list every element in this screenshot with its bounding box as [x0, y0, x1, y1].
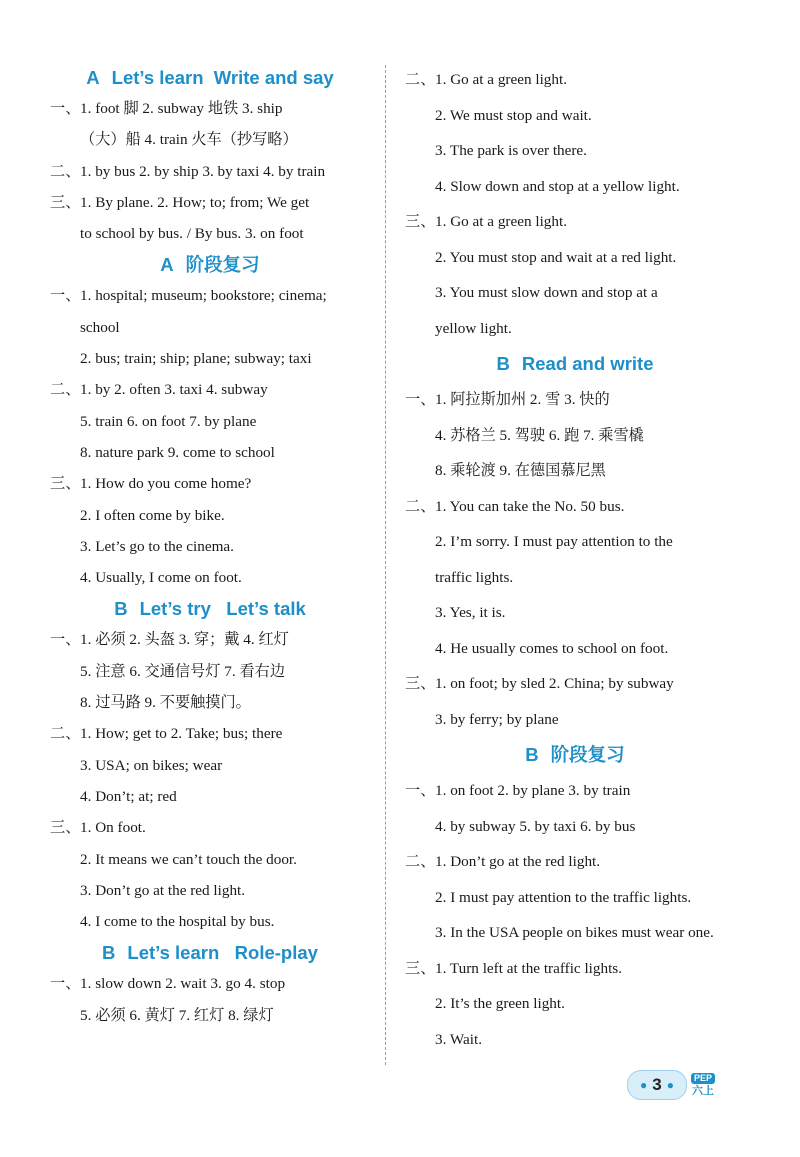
answer-text: （大）船 4. train 火车（抄写略）: [80, 131, 298, 149]
section-number: 二、: [405, 497, 436, 515]
answer-line: [50, 156, 370, 187]
answer-line: [405, 1022, 745, 1058]
answer-text: to school by bus. / By bus. 3. on foot: [80, 225, 304, 243]
answer-line: [405, 915, 745, 951]
answer-text: 3. Wait.: [435, 1030, 483, 1048]
answer-line: [405, 311, 745, 347]
answer-line: [405, 204, 745, 240]
answer-line: [50, 562, 370, 593]
answer-text: 4. Usually, I come on foot.: [80, 569, 242, 587]
section-number: 二、: [50, 725, 81, 743]
answer-line: [50, 124, 370, 155]
answer-text: 1. On foot.: [80, 819, 146, 837]
answer-line: [50, 781, 370, 812]
section-number: 三、: [405, 959, 436, 977]
section-number: 三、: [405, 675, 436, 692]
page-badge: [627, 1068, 727, 1102]
answer-line: [50, 906, 370, 937]
answer-text: 1. hospital; museum; bookstore; cinema;: [80, 287, 327, 305]
column-divider: [385, 65, 386, 1065]
answer-line: [405, 133, 745, 169]
section-number: 一、: [50, 975, 81, 993]
right-column: [405, 62, 745, 1057]
answer-text: 5. 必须 6. 黄灯 7. 红灯 8. 绿灯: [80, 1006, 274, 1024]
answer-text: 3. USA; on bikes; wear: [80, 756, 223, 774]
section-number: 一、: [50, 100, 81, 117]
edition-tag: PEP: [691, 1073, 715, 1084]
answer-text: 1. foot 脚 2. subway 地铁 3. ship: [80, 100, 283, 117]
heading-title: Let’s try Let’s talk: [139, 598, 306, 620]
left-column: [50, 62, 370, 1031]
answer-text: 1. Turn left at the traffic lights.: [435, 959, 623, 977]
edition-badge: [691, 1073, 715, 1097]
heading-title: 阶段复习: [550, 744, 625, 765]
answer-line: [405, 951, 745, 987]
answer-line: [50, 280, 370, 311]
answer-text: 8. 乘轮渡 9. 在德国慕尼黑: [435, 462, 606, 479]
answer-text: 8. 过马路 9. 不要触摸门。: [80, 694, 251, 712]
answer-text: 2. I must pay attention to the traffic lights.: [435, 888, 692, 906]
answer-line: [50, 656, 370, 687]
answer-text: 1. 必须 2. 头盔 3. 穿；戴 4. 红灯: [80, 631, 289, 649]
heading-letter: B: [525, 744, 539, 765]
page-number-pill: [627, 1070, 687, 1100]
answer-text: 5. 注意 6. 交通信号灯 7. 看右边: [80, 662, 286, 680]
answer-line: [50, 374, 370, 405]
section-number: 一、: [50, 287, 81, 305]
answer-line: [50, 812, 370, 843]
answer-list: [405, 773, 745, 1057]
answer-line: [50, 531, 370, 562]
answer-text: 3. by ferry; by plane: [435, 710, 559, 728]
answer-line: [405, 844, 745, 880]
heading-letter: B: [114, 598, 128, 620]
answer-line: [405, 382, 745, 418]
answer-line: [50, 218, 370, 249]
answer-text: 3. You must slow down and stop at a: [435, 284, 658, 301]
section-number: 二、: [50, 162, 81, 180]
section-number: 三、: [50, 819, 81, 837]
answer-line: [50, 406, 370, 437]
answer-line: [405, 631, 745, 667]
answer-line: [50, 500, 370, 531]
answer-line: [405, 560, 745, 596]
answer-line: [50, 437, 370, 468]
answer-line: [50, 968, 370, 999]
edition-grade: 六上: [692, 1085, 714, 1097]
answer-text: 3. Let’s go to the cinema.: [80, 537, 234, 555]
section-heading: [50, 593, 370, 624]
answer-text: 4. Don’t; at; red: [80, 787, 177, 805]
section-heading: [50, 249, 370, 280]
section-number: 一、: [405, 782, 436, 799]
dot-icon: ●: [640, 1078, 648, 1092]
answer-text: school: [80, 318, 120, 336]
answer-list: [50, 968, 370, 1031]
section-heading: [405, 737, 745, 773]
answer-line: [405, 986, 745, 1022]
answer-text: 1. Don’t go at the red light.: [435, 853, 601, 870]
answer-text: 4. Slow down and stop at a yellow light.: [435, 177, 680, 195]
answer-text: 4. by subway 5. by taxi 6. by bus: [435, 817, 636, 835]
answer-text: 1. by bus 2. by ship 3. by taxi 4. by train: [80, 162, 326, 180]
answer-text: 3. Yes, it is.: [435, 604, 506, 621]
heading-letter: A: [86, 67, 100, 88]
answer-text: 1. You can take the No. 50 bus.: [435, 497, 625, 515]
answer-text: traffic lights.: [435, 568, 514, 586]
answer-line: [405, 880, 745, 916]
answer-list: [405, 62, 745, 346]
answer-text: 1. Go at a green light.: [435, 213, 568, 230]
answer-text: yellow light.: [435, 319, 512, 337]
answer-line: [405, 595, 745, 631]
answer-list: [405, 382, 745, 737]
answer-list: [50, 93, 370, 249]
section-number: 一、: [50, 631, 81, 649]
answer-text: 1. 阿拉斯加州 2. 雪 3. 快的: [435, 391, 610, 408]
answer-text: 3. In the USA people on bikes must wear one.: [435, 924, 714, 941]
answer-text: 1. on foot 2. by plane 3. by train: [435, 782, 631, 799]
answer-text: 5. train 6. on foot 7. by plane: [80, 412, 257, 430]
answer-text: 4. 苏格兰 5. 驾驶 6. 跑 7. 乘雪橇: [435, 426, 644, 444]
answer-line: [50, 624, 370, 655]
answer-line: [50, 343, 370, 374]
section-number: 二、: [50, 381, 81, 399]
answer-line: [405, 62, 745, 98]
answer-line: [405, 524, 745, 560]
answer-line: [405, 418, 745, 454]
answer-text: 8. nature park 9. come to school: [80, 443, 275, 461]
answer-text: 4. I come to the hospital by bus.: [80, 913, 275, 931]
section-heading: [405, 346, 745, 382]
answer-line: [50, 187, 370, 218]
section-number: 一、: [405, 391, 436, 408]
answer-line: [405, 240, 745, 276]
section-heading: [50, 62, 370, 93]
answer-line: [405, 275, 745, 311]
answer-text: 1. How; get to 2. Take; bus; there: [80, 725, 283, 743]
answer-line: [405, 169, 745, 205]
answer-text: 1. Go at a green light.: [435, 71, 568, 88]
answer-text: 2. We must stop and wait.: [435, 106, 592, 124]
heading-title: 阶段复习: [185, 254, 260, 276]
answer-line: [405, 809, 745, 845]
answer-line: [50, 844, 370, 875]
section-heading: [50, 937, 370, 968]
heading-letter: A: [160, 254, 174, 276]
heading-title: Let’s learn Role-play: [127, 942, 318, 964]
heading-title: Read and write: [521, 353, 654, 374]
answer-line: [405, 666, 745, 702]
answer-list: [50, 624, 370, 937]
answer-line: [405, 453, 745, 489]
heading-letter: B: [102, 942, 116, 964]
answer-line: [50, 312, 370, 343]
answer-line: [50, 1000, 370, 1031]
answer-text: 3. Don’t go at the red light.: [80, 881, 246, 899]
heading-title: Let’s learn Write and say: [111, 67, 334, 88]
answer-text: 2. It means we can’t touch the door.: [80, 850, 297, 868]
answer-line: [50, 687, 370, 718]
dot-icon: ●: [666, 1078, 674, 1092]
answer-line: [405, 98, 745, 134]
answer-text: 1. By plane. 2. How; to; from; We get: [80, 193, 310, 211]
answer-line: [405, 773, 745, 809]
answer-line: [405, 702, 745, 738]
answer-text: 2. It’s the green light.: [435, 995, 565, 1012]
section-number: 三、: [405, 213, 436, 230]
section-number: 三、: [50, 475, 81, 493]
section-number: 三、: [50, 193, 81, 211]
section-number: 二、: [405, 853, 436, 870]
answer-line: [405, 489, 745, 525]
answer-line: [50, 93, 370, 124]
answer-text: 2. I often come by bike.: [80, 506, 225, 524]
section-number: 二、: [405, 71, 436, 88]
answer-text: 1. slow down 2. wait 3. go 4. stop: [80, 975, 286, 993]
answer-text: 1. by 2. often 3. taxi 4. subway: [80, 381, 268, 399]
answer-line: [50, 468, 370, 499]
page-number: 3: [652, 1075, 662, 1094]
answer-text: 2. You must stop and wait at a red light.: [435, 248, 677, 266]
answer-text: 3. The park is over there.: [435, 142, 587, 159]
answer-text: 2. I’m sorry. I must pay attention to the: [435, 533, 673, 550]
answer-text: 2. bus; train; ship; plane; subway; taxi: [80, 350, 312, 368]
answer-text: 1. How do you come home?: [80, 475, 252, 493]
answer-line: [50, 875, 370, 906]
answer-text: 1. on foot; by sled 2. China; by subway: [435, 675, 674, 692]
heading-letter: B: [496, 353, 510, 374]
answer-list: [50, 280, 370, 593]
answer-text: 4. He usually comes to school on foot.: [435, 639, 669, 657]
answer-line: [50, 718, 370, 749]
answer-line: [50, 750, 370, 781]
